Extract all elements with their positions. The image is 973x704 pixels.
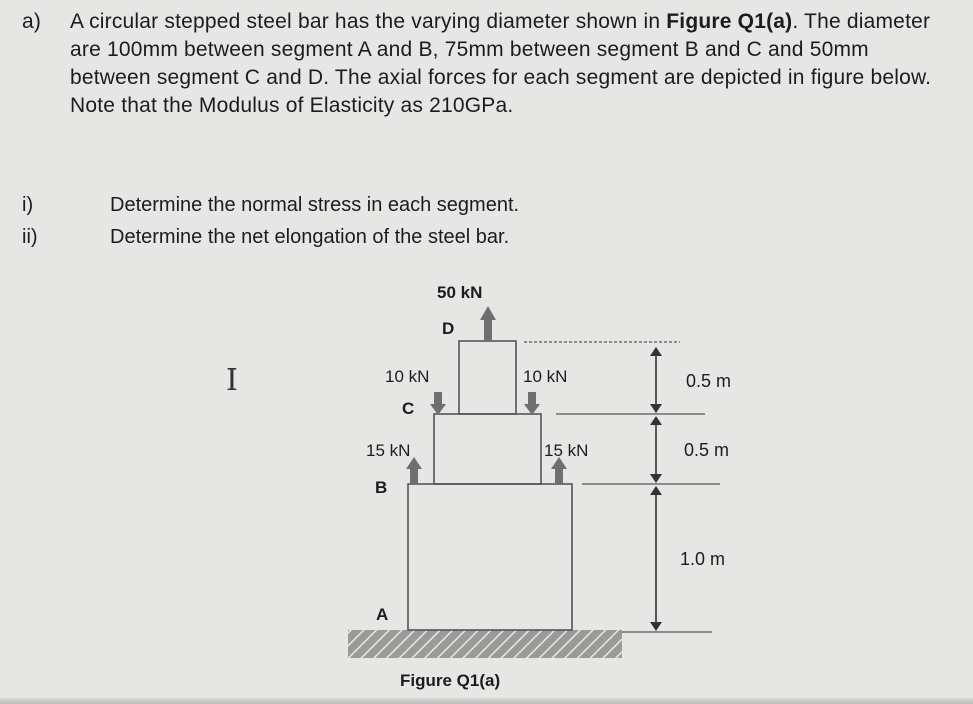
force-label-b-right: 15 kN	[544, 441, 589, 460]
figure-reference: Figure Q1(a)	[666, 10, 793, 33]
page-bottom-edge	[0, 698, 973, 704]
subquestion-number: i)	[22, 194, 34, 216]
question-marker: a)	[22, 10, 42, 33]
subquestion-number: ii)	[22, 226, 38, 248]
arrow-down-10kn-left-icon	[430, 392, 446, 415]
subquestion-text: Determine the net elongation of the steel bar.	[110, 226, 510, 248]
arrow-up-15kn-left-icon	[406, 457, 422, 484]
dimension-label-middle: 0.5 m	[684, 440, 730, 460]
ground-hatch	[348, 630, 622, 658]
subquestion-text: Determine the normal stress in each segment.	[110, 194, 520, 216]
arrow-down-10kn-right-icon	[524, 392, 540, 415]
arrow-up-50kn-icon	[480, 306, 496, 340]
segment-bc	[434, 414, 541, 484]
point-label-a: A	[376, 605, 389, 624]
force-label-c-right: 10 kN	[523, 367, 568, 386]
point-label-b: B	[375, 478, 388, 497]
force-label-b-left: 15 kN	[366, 441, 411, 460]
arrow-up-15kn-right-icon	[551, 457, 567, 484]
question-text-start: A circular stepped steel bar has the varying diameter shown in	[70, 10, 661, 33]
segment-cd	[459, 341, 516, 414]
force-arrows	[406, 306, 567, 484]
dimension-label-bottom: 1.0 m	[680, 549, 726, 569]
dimension-label-top: 0.5 m	[686, 371, 732, 391]
point-label-d: D	[442, 319, 455, 338]
segment-ab	[408, 484, 572, 630]
text-cursor-icon: I	[226, 363, 238, 398]
force-label-c-left: 10 kN	[385, 367, 430, 386]
dimension-arrows	[650, 347, 662, 631]
question-text-end: . The diameter are 100mm between segment A and B, 75mm between segment B and C and 50mm between segment C and D. The axial forces for each segment are depicted in figure below. Note that the Modulus of Elasticity as 210GPa.	[70, 10, 932, 117]
point-label-c: C	[402, 399, 415, 418]
force-label-top: 50 kN	[437, 283, 483, 302]
figure-caption: Figure Q1(a)	[400, 671, 501, 690]
